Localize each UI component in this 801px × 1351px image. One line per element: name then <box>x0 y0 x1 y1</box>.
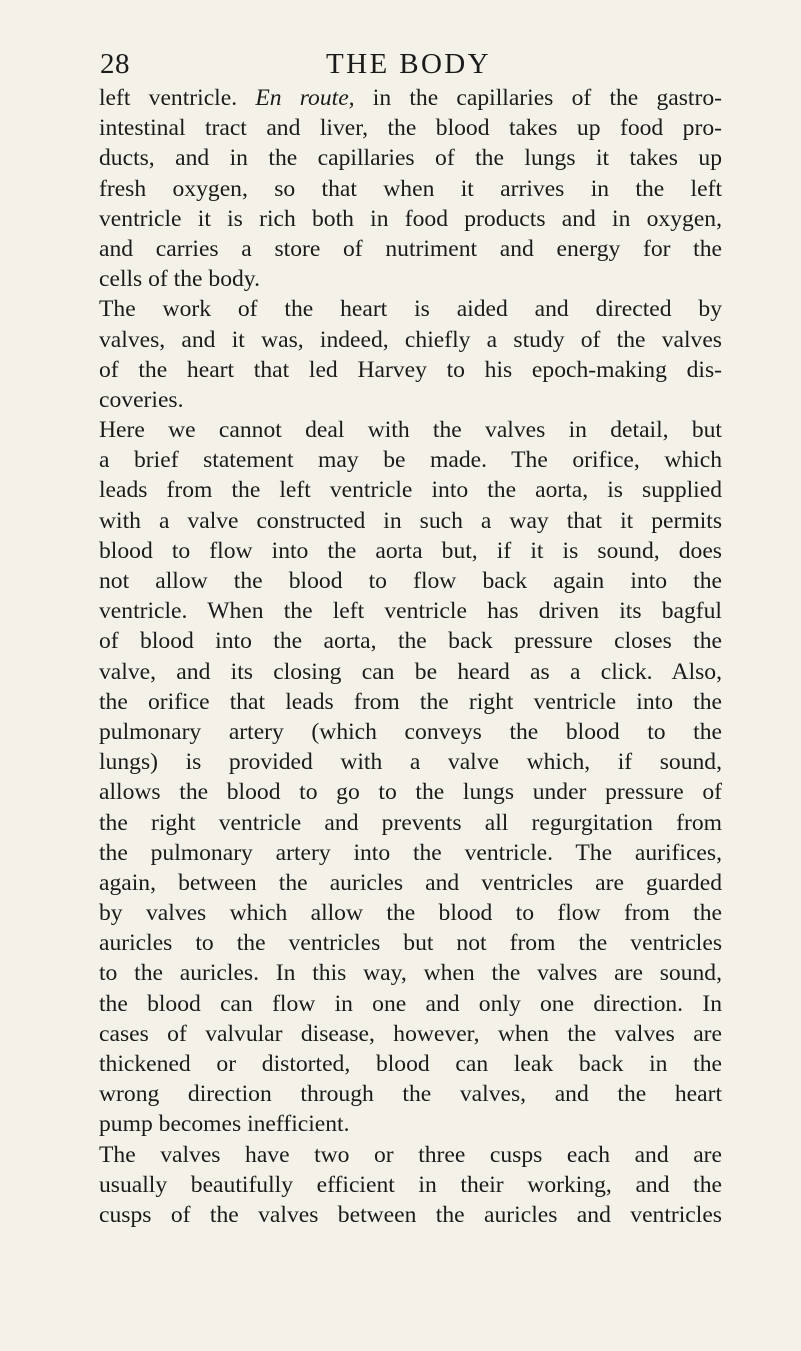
page-number: 28 <box>100 48 130 80</box>
text-line: pump becomes inefficient. <box>99 1111 350 1138</box>
text-line: the pulmonary artery into the ventricle. The aurifices, <box>99 839 722 866</box>
text-line: ventricle. When the left ventricle has driven its bagful <box>99 598 722 625</box>
text-line: wrong direction through the valves, and the heart <box>99 1081 722 1108</box>
text-line: leads from the left ventricle into the aorta, is supplied <box>99 477 722 504</box>
text-line: lungs) is provided with a valve which, if sound, <box>99 749 722 776</box>
text-line: to the auricles. In this way, when the valves are sound, <box>99 960 722 987</box>
text-line: pulmonary artery (which conveys the blood to the <box>99 718 722 745</box>
text-line: cusps of the valves between the auricles and ventricles <box>99 1201 722 1228</box>
text-line: ducts, and in the capillaries of the lungs it takes up <box>99 145 722 172</box>
text-line: left ventricle. En route, in the capillaries of the gastro- <box>99 85 722 111</box>
text-line: valve, and its closing can be heard as a click. Also, <box>99 658 722 685</box>
text-line: cases of valvular disease, however, when the valves are <box>99 1020 722 1047</box>
text-line: allows the blood to go to the lungs under pressure of <box>99 779 722 806</box>
text-line: coveries. <box>99 386 184 413</box>
text-line: blood to flow into the aorta but, if it is sound, does <box>99 537 722 564</box>
text-line: of blood into the aorta, the back pressure closes the <box>99 628 722 655</box>
paragraph-first-line: Here we cannot deal with the valves in detail, but <box>99 417 722 444</box>
text-line: not allow the blood to flow back again into the <box>99 568 722 594</box>
text-line: the orifice that leads from the right ventricle into the <box>99 688 722 715</box>
paragraph-first-line: The work of the heart is aided and directed by <box>99 296 722 323</box>
running-head: THE BODY <box>326 48 491 80</box>
text-line: the right ventricle and prevents all regurgitation from <box>99 809 722 836</box>
italic-phrase: En route, <box>255 85 355 111</box>
text-line: ventricle it is rich both in food products and in oxygen, <box>99 205 722 232</box>
page-header <box>100 44 720 88</box>
body-text <box>99 83 722 1230</box>
text-line: again, between the auricles and ventricles are guarded <box>99 869 722 896</box>
text-line: by valves which allow the blood to flow from the <box>99 900 722 927</box>
text-line: of the heart that led Harvey to his epoch-making dis- <box>99 356 722 383</box>
paragraph-first-line: The valves have two or three cusps each and are <box>99 1141 722 1168</box>
text-line: a brief statement may be made. The orifice, which <box>99 447 722 474</box>
text-line: valves, and it was, indeed, chiefly a study of the valves <box>99 326 722 353</box>
text-line: with a valve constructed in such a way that it permits <box>99 507 722 534</box>
text-line: and carries a store of nutriment and energy for the <box>99 235 722 262</box>
text-line: cells of the body. <box>99 266 260 293</box>
text-line: auricles to the ventricles but not from the ventricles <box>99 930 722 957</box>
text-line: thickened or distorted, blood can leak back in the <box>99 1051 722 1077</box>
text-line: usually beautifully efficient in their working, and the <box>99 1171 722 1198</box>
text-line: fresh oxygen, so that when it arrives in the left <box>99 175 722 202</box>
text-line: intestinal tract and liver, the blood takes up food pro- <box>99 115 722 142</box>
text-line: the blood can flow in one and only one direction. In <box>99 990 722 1017</box>
